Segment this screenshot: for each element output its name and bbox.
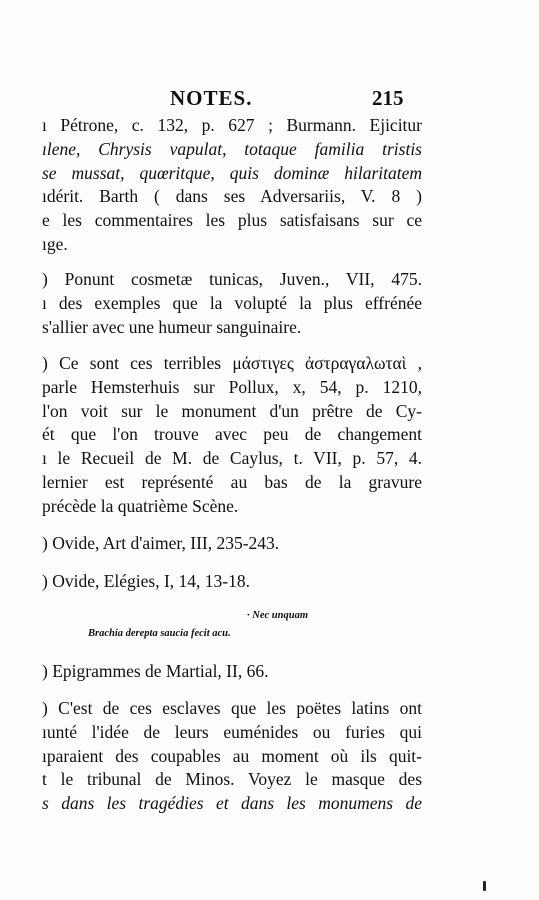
note-line: ıge. xyxy=(42,233,68,254)
note-line: s'allier avec une humeur sanguinaire. xyxy=(42,316,302,337)
note-line: s dans les tragédies et dans les monumens de xyxy=(42,793,422,814)
note-line: ılene, Chrysis vapulat, totaque familia tristis xyxy=(42,138,422,159)
note-line: se mussat, quœritque, quis dominæ hilaritatem xyxy=(42,162,422,183)
note-line: ıparaient des coupables au moment où ils quit- xyxy=(42,745,422,766)
note-line: lernier est représenté au bas de la gravure xyxy=(42,471,422,492)
note-line: e les commentaires les plus satisfaisans sur ce xyxy=(42,210,422,231)
note-line: précède la quatrième Scène. xyxy=(42,495,239,516)
note-line: ) Ponunt cosmetæ tunicas, Juven., VII, 475. xyxy=(42,269,422,289)
note-line: ı Pétrone, c. 132, p. 627 ; Burmann. Ejicitur xyxy=(42,115,422,135)
note-euménides xyxy=(42,697,422,816)
note-juvenal xyxy=(42,268,422,339)
note-line: ıunté l'idée de leurs euménides ou furies qui xyxy=(42,721,422,742)
note-line: l'on voit sur le monument d'un prêtre de Cy- xyxy=(42,400,422,421)
note-line: ı des exemples que la volupté la plus effrénée xyxy=(42,292,422,313)
running-head xyxy=(0,86,539,112)
note-line: parle Hemsterhuis sur Pollux, x, 54, p. 1210, xyxy=(42,376,422,397)
latin-quotation xyxy=(88,607,418,643)
note-line: ıdérit. Barth ( dans ses Adversariis, V. 8 ) xyxy=(42,186,422,207)
note-martial xyxy=(42,660,422,684)
note-line: ) C'est de ces esclaves que les poëtes latins ont xyxy=(42,698,422,718)
running-head-title: NOTES. xyxy=(170,86,253,110)
note-petrone xyxy=(42,114,422,257)
note-line: ) Ovide, Elégies, I, 14, 13-18. xyxy=(42,571,251,591)
note-hemsterhuis xyxy=(42,352,422,519)
note-line: ı le Recueil de M. de Caylus, t. VII, p. 57, 4. xyxy=(42,448,422,469)
page-number: 215 xyxy=(372,86,404,110)
note-ovide-art xyxy=(42,532,422,556)
page-edge-mark xyxy=(483,881,486,891)
note-line: ) Ce sont ces terribles μάστιγες ἀστραγαλωταὶ , xyxy=(42,353,422,373)
quote-line: · Nec unquam xyxy=(247,610,308,621)
note-line: t le tribunal de Minos. Voyez le masque des xyxy=(42,769,422,790)
note-line: ) Epigrammes de Martial, II, 66. xyxy=(42,661,269,681)
quote-line: Brachia derepta saucia fecit acu. xyxy=(88,628,231,639)
note-line: ) Ovide, Art d'aimer, III, 235-243. xyxy=(42,533,280,553)
note-ovide-elegies xyxy=(42,570,422,594)
note-line: ét que l'on trouve avec peu de changement xyxy=(42,424,422,445)
